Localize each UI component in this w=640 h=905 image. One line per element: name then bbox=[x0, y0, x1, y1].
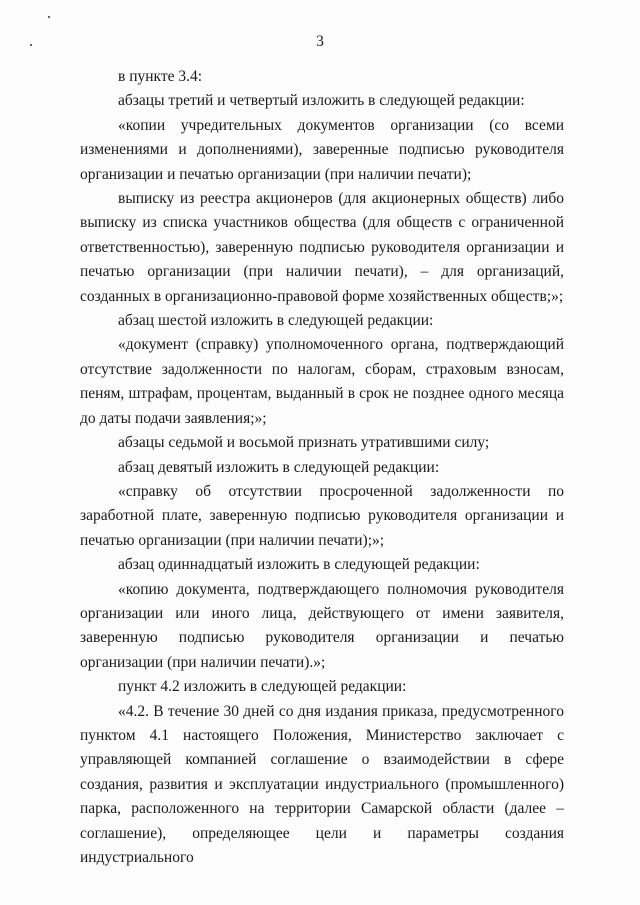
paragraph: пункт 4.2 изложить в следующей редакции: bbox=[118, 678, 407, 696]
paragraph: «4.2. В течение 30 дней со дня издания приказа, предусмотренного пунктом 4.1 настоящего Положения, Министерство заключает с управляющей компанией соглашение о взаимодействии в сфере создания, развития и эксплуатации индустриального (промышленного) парка, расположенного на территории Самарской области (далее – соглашение), определяющее цели и параметры создания индустриального bbox=[80, 702, 564, 866]
paragraph: «копию документа, подтверждающего полномочия руководителя организации или иного лица, действующего от имени заявителя, заверенную подписью руководителя организации и печатью организации (при наличии печати).»; bbox=[80, 580, 564, 671]
paragraph: выписку из реестра акционеров (для акционерных обществ) либо выписку из списка участников общества (для обществ с ограниченной ответственностью), заверенную подписью руководителя организации и печатью организации (при наличии печати), – для организаций, созданных в организационно-правовой форме хозяйственных обществ;»; bbox=[80, 190, 564, 305]
document-body bbox=[80, 65, 564, 870]
paragraph: «копии учредительных документов организации (со всеми изменениями и дополнениями), заверенные подписью руководителя организации и печатью организации (при наличии печати); bbox=[80, 116, 564, 183]
scan-speck bbox=[48, 16, 50, 18]
paragraph: «справку об отсутствии просроченной задолженности по заработной плате, заверенную подписью руководителя организации и печатью организации (при наличии печати);»; bbox=[80, 482, 564, 549]
paragraph: абзац шестой изложить в следующей редакции: bbox=[118, 312, 434, 330]
paragraph: абзацы третий и четвертый изложить в следующей редакции: bbox=[118, 92, 525, 110]
paragraph: «документ (справку) уполномоченного органа, подтверждающий отсутствие задолженности по налогам, сборам, страховым взносам, пеням, штрафам, процентам, выданный в срок не позднее одного месяца до даты подачи заявления;»; bbox=[80, 336, 564, 427]
paragraph: абзацы седьмой и восьмой признать утратившими силу; bbox=[118, 434, 490, 452]
paragraph: абзац девятый изложить в следующей редакции: bbox=[118, 458, 440, 476]
paragraph: абзац одиннадцатый изложить в следующей редакции: bbox=[118, 556, 480, 574]
page-number: 3 bbox=[316, 33, 324, 50]
paragraph: в пункте 3.4: bbox=[118, 68, 203, 85]
